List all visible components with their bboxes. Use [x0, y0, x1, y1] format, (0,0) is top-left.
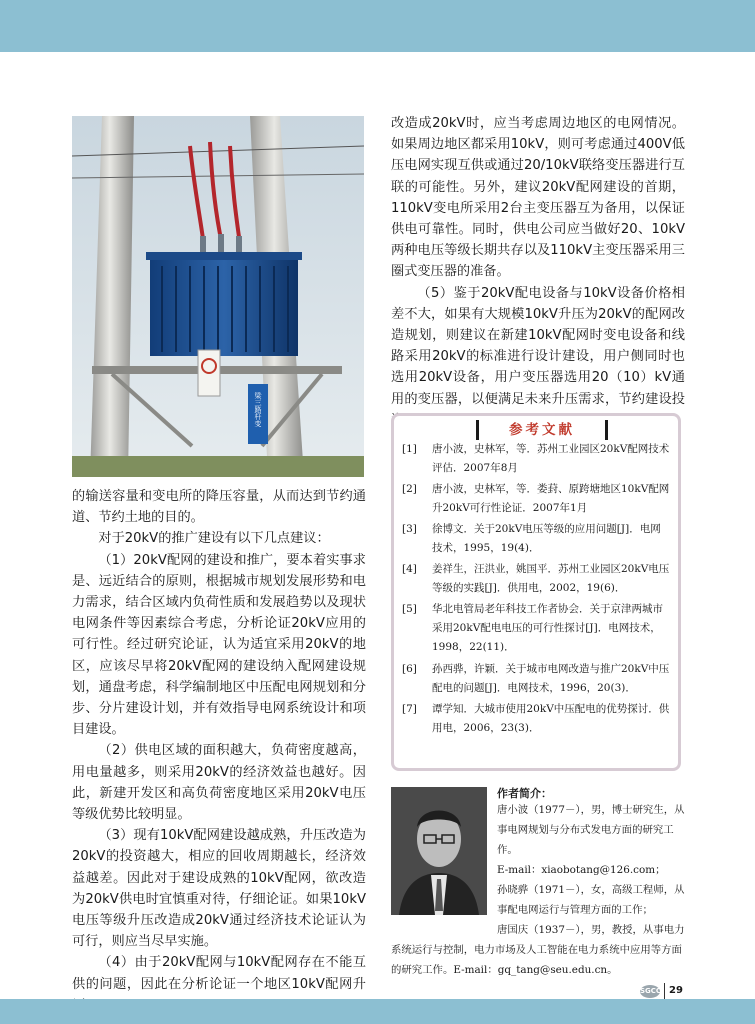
author-bios — [391, 800, 687, 980]
header-band — [0, 0, 755, 52]
reference-item — [402, 700, 670, 738]
reference-item — [402, 560, 670, 598]
paragraph: 改造成20kV时，应当考虑周边地区的电网情况。如果周边地区都采用10kV，则可考虑通过400V低压电网实现互供或通过20/10kV联络变压器进行互联的可能性。另外，建议20kV配网建设的首期，110kV变电所采用2台主变压器互为备用，以保证供电可靠性。同时，供电公司应当做好20、10kV两种电压等级长期共存以及110kV主变压器采用三圈式变压器的准备。 — [391, 116, 685, 280]
reference-item — [402, 480, 670, 518]
author-bio: 唐小波（1977－），男，博士研究生，从事电网规划与分布式发电方面的研究工作。 — [497, 804, 685, 856]
reference-text: 唐小波，史林军，等．娄葑、原跨塘地区10kV配网升20kV可行性论证．2007年1月 — [432, 483, 670, 514]
reference-text: 孙西骅，许颖．关于城市电网改造与推广20kV中压配电的问题[J]．电网技术，1996，20(3)． — [432, 663, 670, 694]
reference-text: 姜祥生，汪洪业，姚国平．苏州工业园区20kV电压等级的实践[J]．供用电，2002，19(6)． — [432, 563, 670, 594]
author-bio: 唐国庆（1937－），男，教授，从事电力系统运行与控制，电力市场及人工智能在电力系统中应用等方面的研究工作。E-mail：gq_tang@seu.edu.cn。 — [391, 924, 685, 976]
sgcc-logo: SGCC — [640, 985, 660, 998]
reference-number: [1] — [402, 443, 417, 455]
reference-item — [402, 660, 670, 698]
page-number: 29 — [669, 985, 683, 996]
reference-item — [402, 520, 670, 558]
paragraph: （3）现有10kV配网建设越成熟，升压改造为20kV的投资越大，相应的回收周期越长，经济效益越差。因此对于建设成熟的10kV配网，欲改造为20kV供电时宜慎重对待，仔细论证。如果10kV电压等级升压改造成20kV通过经济技术论证认为可行，则应当尽早实施。 — [72, 828, 366, 950]
reference-text: 唐小波，史林军，等．苏州工业园区20kV配网技术评估．2007年8月 — [432, 443, 670, 474]
reference-item — [402, 600, 670, 657]
paragraph: （2）供电区域的面积越大，负荷密度越高，用电量越多，则采用20kV的经济效益也越好。因此，新建开发区和高负荷密度地区采用20kV电压等级优势比较明显。 — [72, 743, 366, 823]
reference-number: [4] — [402, 563, 417, 575]
transformer-photo — [72, 116, 364, 477]
reference-text: 华北电管局老年科技工作者协会．关于京津两城市采用20kV配电电压的可行性探讨[J]．电网技术，1998，22(11)． — [432, 603, 663, 653]
author-intro-title: 作者简介： — [497, 787, 552, 800]
reference-number: [7] — [402, 703, 417, 715]
reference-number: [3] — [402, 523, 417, 535]
paragraph — [391, 283, 685, 431]
right-column — [391, 113, 685, 431]
paragraph: （4）由于20kV配网与10kV配网存在不能互供的问题，因此在分析论证一个地区10kV配网升 — [72, 955, 366, 992]
pole-name-sign: 梁三路杆变 — [254, 392, 262, 427]
paragraph: （1）20kV配网的建设和推广，要本着实事求是、远近结合的原则，根据城市规划发展形势和电力需求，结合区域内负荷性质和发展趋势以及现状电网条件等因素综合考虑，分析论证20kV应用的可行性。经过研究论证，认为适宜采用20kV的地区，应该尽早将20kV配网的建设纳入配网建设规划，通盘考虑，科学编制地区中压配电网规划和分步、分片建设计划，并有效指导电网系统设计和项目建设。 — [72, 552, 366, 738]
paragraph: 对于20kV的推广建设有以下几点建议： — [98, 531, 330, 547]
reference-text: 谭学知．大城市使用20kV中压配电的优势探讨．供用电，2006，23(3)． — [432, 703, 670, 734]
reference-number: [5] — [402, 603, 417, 615]
left-column — [72, 486, 366, 1016]
reference-text: 徐博文．关于20kV电压等级的应用问题[J]．电网技术，1995，19(4)． — [432, 523, 661, 554]
author-bio: 孙晓骅（1971－），女，高级工程师，从事配电网运行与管理方面的工作； — [497, 884, 685, 916]
footer-divider — [664, 983, 665, 999]
references-box — [391, 413, 681, 771]
paragraph-text: （5）鉴于20kV配电设备与10kV设备价格相差不大，如果有大规模10kV升压为20kV的配网改造规划，则建议在新建10kV配网时变电设备和线路采用20kV的标准进行设计建设，用户侧同时也选用20kV设备，用户变压器选用20（10）kV通用的变压器，以便满足未来升压需求，节约建设投 — [391, 285, 685, 407]
reference-number: [2] — [402, 483, 417, 495]
paragraph: 的输送容量和变电所的降压容量，从而达到节约通道、节约土地的目的。 — [72, 489, 366, 526]
references-heading: 参考文献 — [476, 420, 608, 440]
footer-band — [0, 999, 755, 1024]
reference-item — [402, 440, 670, 478]
author-email: E-mail：xiaobotang@126.com； — [497, 864, 666, 876]
reference-number: [6] — [402, 663, 417, 675]
